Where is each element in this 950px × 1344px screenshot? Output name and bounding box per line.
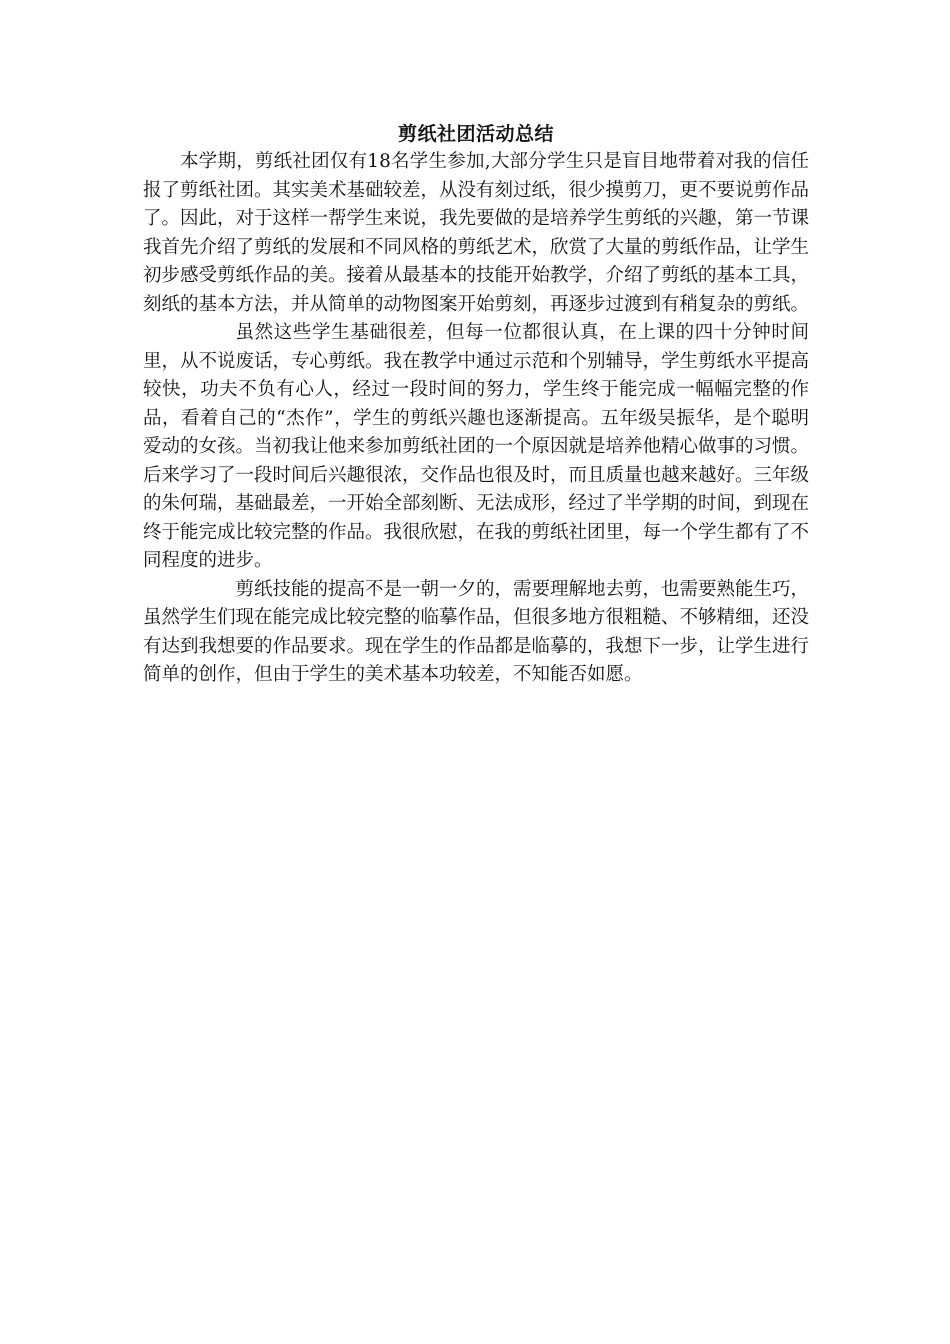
paragraph-3: 剪纸技能的提高不是一朝一夕的，需要理解地去剪，也需要熟能生巧，虽然学生们现在能完成比较完整的临摹作品，但很多地方很粗糙、不够精细，还没有达到我想要的作品要求。现在学生的作品都是临摹的，我想下一步，让学生进行简单的创作，但由于学生的美术基本功较差，不知能否如愿。 — [143, 578, 810, 685]
document-body — [143, 120, 809, 690]
paragraph-2: 虽然这些学生基础很差，但每一位都很认真，在上课的四十分钟时间里，从不说废话，专心剪纸。我在教学中通过示范和个别辅导，学生剪纸水平提高较快，功夫不负有心人，经过一段时间的努力，学生终于能完成一幅幅完整的作品，看着自己的“杰作”，学生的剪纸兴趣也逐渐提高。五年级吴振华，是个聪明爱动的女孩。当初我让他来参加剪纸社团的一个原因就是培养他精心做事的习惯。后来学习了一段时间后兴趣很浓，交作品也很及时，而且质量也越来越好。三年级的朱何瑞，基础最差，一开始全部刻断、无法成形，经过了半学期的时间，到现在终于能完成比较完整的作品。我很欣慰，在我的剪纸社团里，每一个学生都有了不同程度的进步。 — [143, 322, 810, 571]
document-title: 剪纸社团活动总结 — [397, 123, 554, 145]
paragraph-1: 本学期，剪纸社团仅有18名学生参加,大部分学生只是盲目地带着对我的信任报了剪纸社团。其实美术基础较差，从没有刻过纸，很少摸剪刀，更不要说剪作品了。因此，对于这样一帮学生来说，我先要做的是培养学生剪纸的兴趣，第一节课我首先介绍了剪纸的发展和不同风格的剪纸艺术，欣赏了大量的剪纸作品，让学生初步感受剪纸作品的美。接着从最基本的技能开始教学，介绍了剪纸的基本工具，刻纸的基本方法，并从简单的动物图案开始剪刻，再逐步过渡到有稍复杂的剪纸。 — [143, 151, 810, 315]
